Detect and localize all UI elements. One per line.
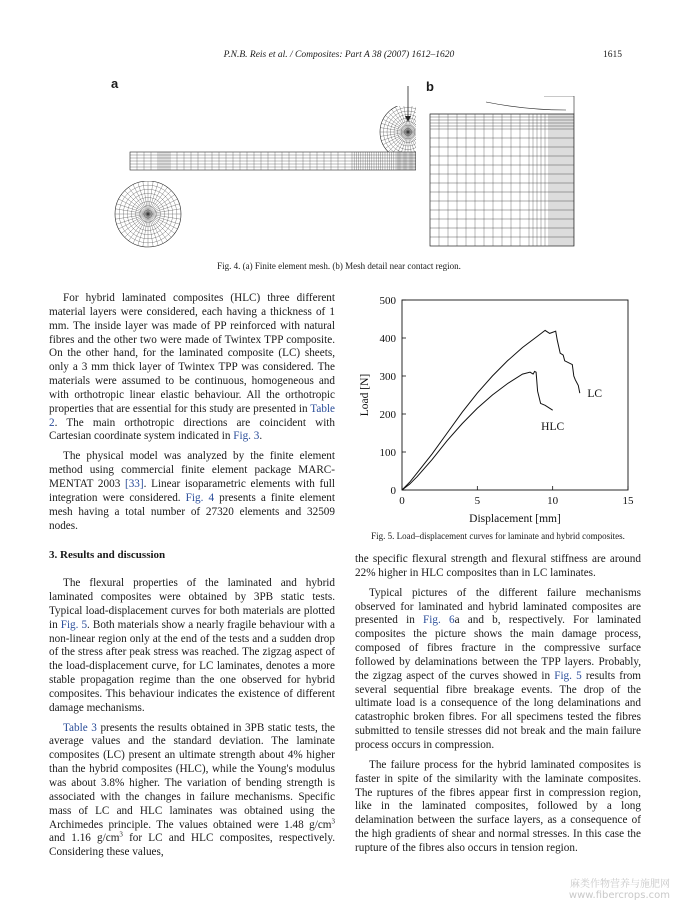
page-number: 1615 [603, 50, 622, 60]
ref-link[interactable]: Fig. 5 [554, 669, 582, 682]
y-tick-label: 300 [379, 371, 396, 383]
paragraph: For hybrid laminated composites (HLC) three different material layers were considered, each having a thickness of 1 mm. The inside layer was made of PP reinforced with natural fibres and the other two were made of Twintex TPP composite. On the other hand, for the laminated composite (LC) sheets, only a 3 mm thick layer of Twintex TPP was considered. The materials were assumed to be continuous, homogeneous and with orthotropic linear elastic behaviour. All the orthotropic properties that are essential for this study are presented in Table 2. The main orthotropic directions are coincident with Cartesian coordinate system indicated in Fig. 3. [49, 292, 335, 443]
figure4-caption: Fig. 4. (a) Finite element mesh. (b) Mesh detail near contact region. [217, 261, 461, 271]
ref-link[interactable]: Fig. 6 [423, 614, 455, 627]
running-title: P.N.B. Reis et al. / Composites: Part A 38 (2007) 1612–1620 [223, 50, 455, 60]
ref-link[interactable]: Fig. 4 [185, 491, 215, 504]
paragraph: Table 3 presents the results obtained in 3PB static tests, the average values and the standard deviation. The laminate composites (LC) present an ultimate strength about 4% higher than the hybrid composites (HLC), while the Young's modulus was about 3.8% higher. The variation of bending strength is associated with the changes in failure mechanisms. Specific mass of LC and HLC laminates was obtained using the Archimedes principle. The values obtained were 1.48 $g/cm^3$ and 1.16 $g/cm^3$ for LC and HLC composites, respectively. Considering these values, [49, 721, 336, 859]
y-tick-label: 400 [379, 333, 396, 345]
watermark: 麻类作物营养与施肥网 www.fibercrops.com [568, 879, 670, 901]
y-axis-label: Load [N] [359, 373, 371, 417]
ref-link[interactable]: Fig. 3 [233, 430, 260, 443]
paragraph: The failure process for the hybrid laminated composites is faster in spite of the similarity with the laminate composites. The ruptures of the fibres appear first in compression region, like in the laminated composites, followed by a long delamination between the surface layers, as a consequence of the high gradients of shear and normal stresses. In this case the rupture of the fibres also occurs in tension region. [355, 758, 641, 854]
figure4-label-a: a [111, 76, 119, 91]
x-tick-label: 15 [622, 495, 634, 507]
figure4-label-b: b [426, 79, 434, 94]
ref-link[interactable]: [33] [124, 477, 144, 490]
paragraph: The flexural properties of the laminated and hybrid laminated composites were obtained by 3PB static tests. Typical load-displacement curves for both materials are plotted in Fig. 5. Both materials show a nearly fragile behaviour with a non-linear region only at the end of the tests and a sudden drop of the stress after peak stress was reached. The zigzag aspect of the load-displacement curve, for LC laminates, denotes a more stable propagation regime than the one observed for hybrid composites. This behaviour indicates the existence of different damage mechanisms. [49, 577, 335, 714]
series-label-hlc: HLC [541, 420, 565, 433]
y-tick-label: 200 [379, 409, 396, 421]
series-line-lc [402, 330, 580, 490]
y-tick-label: 0 [390, 485, 396, 497]
ref-link[interactable]: Table 3 [63, 721, 97, 734]
paragraph: The physical model was analyzed by the finite element method using commercial finite element package MARC-MENTAT 2003 [33]. Linear isoparametric elements with full integration were considered. Fig. 4 presents a finite element mesh having a total number of 27320 elements and 32509 nodes. [49, 450, 335, 532]
figure5-chart [352, 288, 644, 530]
top-loading-nose-mesh [380, 104, 416, 160]
figure5-caption: Fig. 5. Load–displacement curves for laminate and hybrid composites. [371, 531, 625, 541]
bottom-support-mesh [115, 181, 181, 247]
figure4b-mesh-detail [426, 96, 578, 248]
x-tick-label: 5 [474, 495, 481, 507]
section-heading: 3. Results and discussion [49, 549, 166, 562]
ref-link[interactable]: Table 2 [49, 402, 335, 429]
series-line-hlc [402, 371, 553, 490]
x-tick-label: 10 [547, 495, 559, 507]
plate-mesh [130, 152, 416, 170]
paragraph: Typical pictures of the different failure mechanisms observed for laminated and hybrid laminated composites are presented in Fig. 6a and b, respectively. For laminated composites the picture shows the main damage process, composed of fibres fracture in the compressive surface followed by delaminations between the TPP layers. Probably, the zigzag aspect of the curves showed in Fig. 5 results from several sequential fibre breakage events. The drop of the ultimate load is a consequence of the long delaminations and catastrophic broken fibres. For all specimens tested the fibres submitted to tensile stresses did not break and the main failure process occurs in compression. [355, 586, 641, 751]
series-label-lc: LC [587, 387, 603, 400]
x-axis-label: Displacement [mm] [469, 513, 561, 525]
paragraph: the specific flexural strength and flexural stiffness are around 22% higher in HLC composites than in LC laminates. [355, 553, 641, 579]
x-tick-label: 0 [399, 495, 405, 507]
y-tick-label: 100 [379, 447, 396, 459]
ref-link[interactable]: Fig. 5 [60, 618, 88, 631]
right-column [355, 553, 641, 862]
y-tick-label: 500 [379, 295, 396, 307]
left-column [49, 292, 335, 866]
figure4a-mesh [110, 86, 416, 252]
